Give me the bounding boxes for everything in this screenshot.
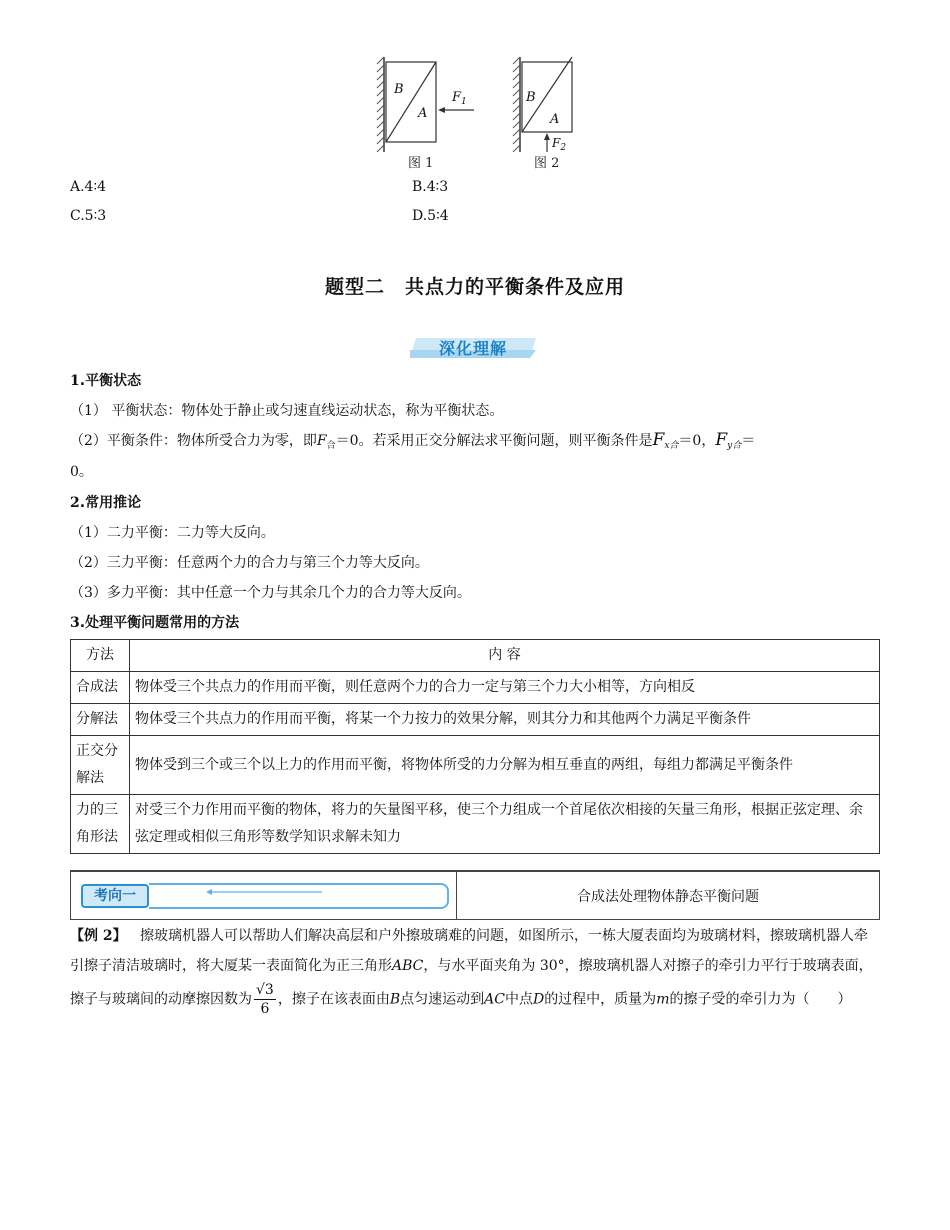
fig2-force-label: $F_2$ bbox=[552, 136, 567, 153]
header-method: 方法 bbox=[71, 640, 130, 672]
table-row bbox=[71, 795, 880, 854]
fig1-label-a: A bbox=[418, 106, 428, 121]
table-row bbox=[71, 704, 880, 736]
kaoxiang-title: 合成法处理物体静态平衡问题 bbox=[456, 872, 879, 919]
banner-text: 深化理解 bbox=[438, 339, 507, 358]
s2-line2: （2）三力平衡：任意两个力的合力与第三个力等大反向。 bbox=[70, 555, 429, 571]
example-2: 【例 2】 擦玻璃机器人可以帮助人们解决高层和户外擦玻璃难的问题，如图所示，一栋大厦表面均为玻璃材料，擦玻璃机器人牵引擦子清洁玻璃时，将大厦某一表面简化为正三角形ABC，与水平面夹角为 30°，擦玻璃机器人对擦子的牵引力平行于玻璃表面，擦子与玻璃间的动摩擦因数为 $\frac{√3}{6}$ ，擦子在该表面由B点匀速运动到AC中点D的过程中，质量为m的擦子受的牵引力为（ ） bbox=[70, 928, 873, 1017]
content-cell: 物体受三个共点力的作用而平衡，将某一个力按力的效果分解，则其分力和其他两个力满足平衡条件 bbox=[130, 704, 880, 736]
heading-balance-state: 1.平衡状态 bbox=[70, 373, 142, 389]
banner bbox=[410, 334, 536, 360]
kaoxiang-box bbox=[70, 870, 880, 920]
method-cell: 正交分解法 bbox=[71, 736, 130, 795]
arrow-left-icon bbox=[204, 888, 324, 898]
table-row bbox=[71, 736, 880, 795]
s1-line1: （1） 平衡状态：物体处于静止或匀速直线运动状态，称为平衡状态。 bbox=[70, 403, 504, 419]
option-a: A.4∶4 bbox=[70, 179, 107, 195]
section-title: 题型二 共点力的平衡条件及应用 bbox=[324, 276, 625, 298]
option-b: B.4∶3 bbox=[412, 179, 449, 195]
fig1-force-label: $F_1$ bbox=[452, 90, 467, 107]
method-cell: 合成法 bbox=[71, 672, 130, 704]
heading-corollaries: 2.常用推论 bbox=[70, 495, 142, 511]
s2-line1: （1）二力平衡：二力等大反向。 bbox=[70, 525, 275, 541]
fig2-caption: 图 2 bbox=[534, 156, 560, 171]
example-tag: 【例 2】 bbox=[70, 928, 127, 944]
table-row bbox=[71, 672, 880, 704]
s1-line3: 0。 bbox=[70, 464, 93, 480]
fig2-label-a: A bbox=[550, 112, 560, 127]
option-c: C.5∶3 bbox=[70, 208, 107, 224]
table-header-row bbox=[71, 640, 880, 672]
method-cell: 力的三角形法 bbox=[71, 795, 130, 854]
mu-fraction: $\frac{√3}{6}$ bbox=[256, 982, 274, 1017]
fig1-label-b: B bbox=[394, 82, 404, 97]
content-cell: 物体受三个共点力的作用而平衡，则任意两个力的合力一定与第三个力大小相等，方向相反 bbox=[130, 672, 880, 704]
kaoxiang-bar bbox=[149, 883, 449, 909]
heading-methods: 3.处理平衡问题常用的方法 bbox=[70, 615, 240, 631]
figure-1 bbox=[376, 52, 476, 171]
methods-table bbox=[70, 639, 880, 854]
fig1-caption: 图 1 bbox=[408, 156, 434, 171]
method-cell: 分解法 bbox=[71, 704, 130, 736]
s2-line3: （3）多力平衡：其中任意一个力与其余几个力的合力等大反向。 bbox=[70, 585, 471, 601]
option-d: D.5∶4 bbox=[412, 208, 449, 224]
content-cell: 物体受到三个或三个以上力的作用而平衡，将物体所受的力分解为相互垂直的两组，每组力都满足平衡条件 bbox=[130, 736, 880, 795]
s1-line2: （2）平衡条件：物体所受合力为零，即$F_合=0$。若采用正交分解法求平衡问题，则平衡条件是$F_{x合}=0$，$F_{y合}=$ bbox=[70, 430, 756, 451]
figure-2 bbox=[512, 52, 612, 171]
fig2-label-b: B bbox=[526, 90, 536, 105]
header-content: 内 容 bbox=[130, 640, 880, 672]
kaoxiang-badge: 考向一 bbox=[81, 884, 149, 908]
content-cell: 对受三个力作用而平衡的物体，将力的矢量图平移，使三个力组成一个首尾依次相接的矢量三角形，根据正弦定理、余弦定理或相似三角形等数学知识求解未知力 bbox=[130, 795, 880, 854]
